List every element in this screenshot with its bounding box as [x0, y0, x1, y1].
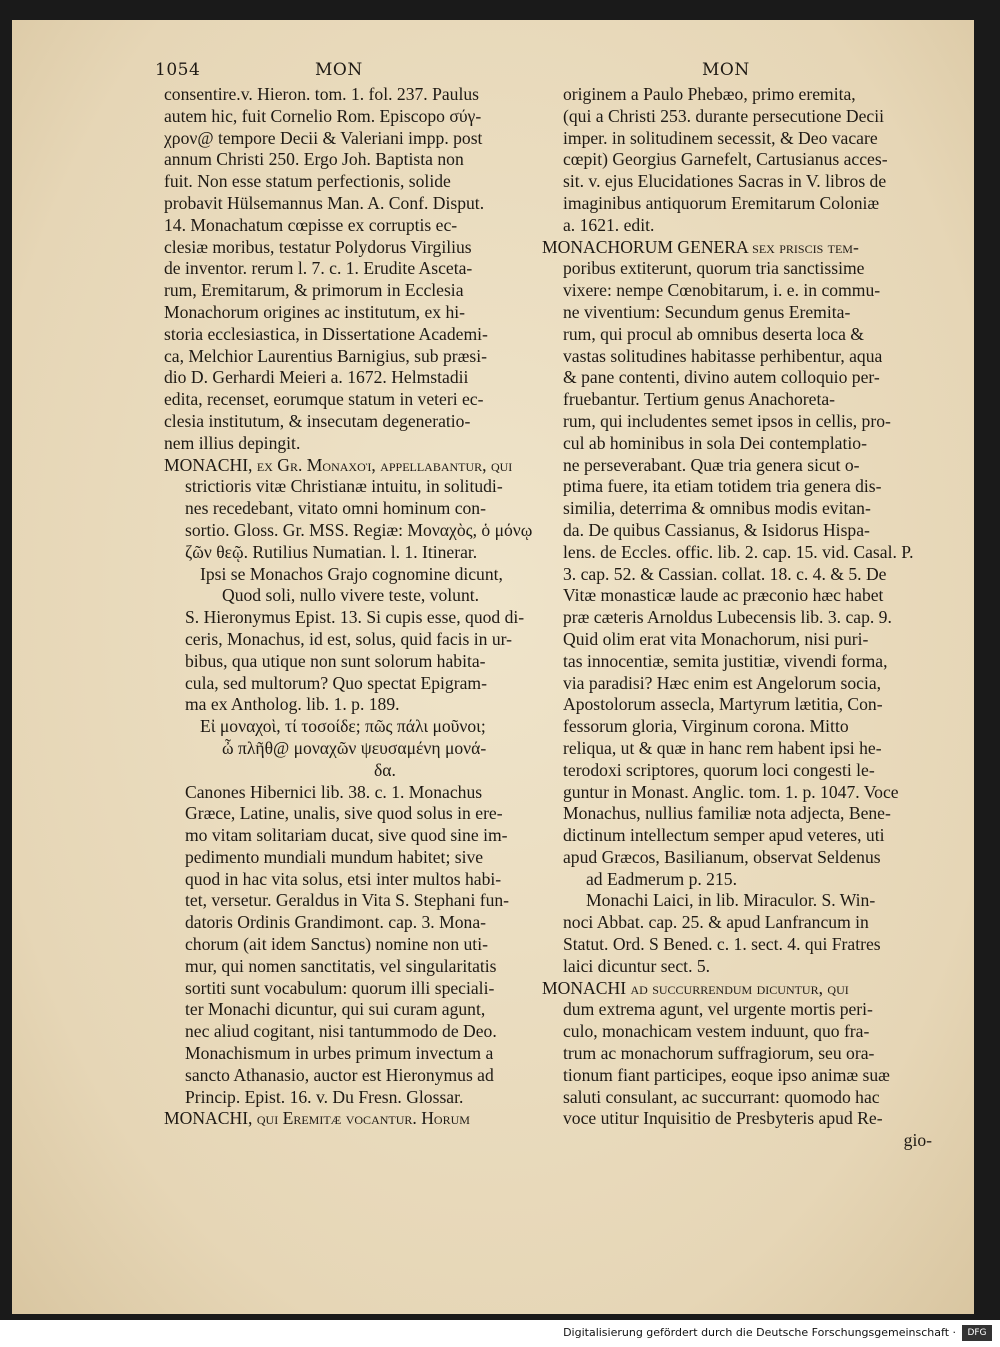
text-line: Vitæ monasticæ laude ac præconio hæc habet — [563, 585, 884, 606]
text-line: & pane contenti, divino autem colloquio per- — [563, 367, 880, 388]
text-line: guntur in Monast. Anglic. tom. 1. p. 1047. Voce — [563, 781, 899, 802]
text-line: cœpit) Georgius Garnefelt, Cartusianus acces- — [563, 149, 888, 170]
text-line: vastas solitudines habitasse perhibentur, aqua — [563, 345, 883, 366]
verse-line: Quod soli, nullo vivere teste, volunt. — [222, 585, 480, 606]
text-line: consentire.v. Hieron. tom. 1. fol. 237. Paulus — [164, 84, 480, 104]
text-line: mur, qui nomen sanctitatis, vel singularitatis — [185, 955, 497, 976]
text-line: Quid olim erat vita Monachorum, nisi puri- — [563, 628, 869, 649]
text-line: Monachorum origines ac institutum, ex hi- — [164, 301, 465, 322]
text-line: rum, qui includentes semet ipsos in cellis, pro- — [563, 410, 891, 431]
funding-notice: Digitalisierung gefördert durch die Deutsche Forschungsgemeinschaft · — [563, 1326, 956, 1339]
text-line: ca, Melchior Laurentius Barnigius, sub præsi- — [164, 345, 487, 366]
text-line: via paradisi? Hæc enim est Angelorum socia, — [563, 672, 882, 693]
text-line: cul ab hominibus in sola Dei contemplatio- — [563, 432, 867, 453]
text-line: autem hic, fuit Cornelio Rom. Episcopo σύγ- — [164, 105, 482, 126]
text-line: tionum fiant participes, eoque ipso animæ suæ — [563, 1064, 890, 1085]
text-line: fuit. Non esse statum perfectionis, solide — [164, 171, 451, 192]
text-line: pedimento mundiali mundum habitet; sive — [185, 846, 484, 867]
text-line: Monachus, nullius familiæ nota adjecta, Bene- — [563, 803, 891, 824]
text-line: S. Hieronymus Epist. 13. Si cupis esse, quod di- — [185, 607, 525, 628]
text-line: dum extrema agunt, vel urgente mortis peri- — [563, 999, 873, 1020]
page-number: 1054 — [155, 60, 201, 80]
text-line: 3. cap. 52. & Cassian. collat. 18. c. 4. & 5. De — [563, 563, 887, 584]
entry-heading-monachi: MONACHI, ex Gr. Μοναχοὶ, appellabantur, qui — [164, 454, 513, 475]
text-line: a. 1621. edit. — [563, 214, 655, 235]
text-line: tas innocentiæ, semita justitiæ, vivendi forma, — [563, 650, 888, 671]
text-line: clesia institutum, & insecutam degeneratio- — [164, 410, 471, 431]
text-line: mo vitam solitariam ducat, sive quod sine im- — [185, 825, 508, 846]
text-line: dictinum intellectum semper apud veteres, uti — [563, 825, 885, 846]
dfg-logo: DFG — [962, 1325, 992, 1341]
text-line: ptima fuere, ita etiam totidem tria genera dis- — [563, 476, 882, 497]
text-line: rum, Eremitarum, & primorum in Ecclesia — [164, 280, 464, 301]
text-line: ne viventium: Secundum genus Eremita- — [563, 301, 851, 322]
text-line: chorum (ait idem Sanctus) nomine non uti- — [185, 934, 488, 955]
text-line: vixere: nempe Cœnobitarum, i. e. in commu- — [563, 280, 881, 301]
text-line: Monachi Laici, in lib. Miraculor. S. Win- — [586, 890, 876, 911]
text-line: Canones Hibernici lib. 38. c. 1. Monachus — [185, 781, 483, 802]
text-line: bibus, qua utique non sunt solorum habita- — [185, 650, 486, 671]
text-line: saluti consulant, ac succurrant: quomodo hac — [563, 1086, 880, 1107]
text-line: ter Monachi dicuntur, qui sui curam agunt, — [185, 999, 486, 1020]
text-line: originem a Paulo Phebæo, primo eremita, — [563, 84, 856, 104]
text-line: noci Abbat. cap. 25. & apud Lanfrancum in — [563, 912, 869, 933]
text-line: similia, deterrima & omnibus modis evitan- — [563, 498, 871, 519]
text-line: edita, recenset, eorumque statum in veteri ec- — [164, 389, 484, 410]
greek-verse-line: δα. — [374, 759, 396, 780]
text-line: 14. Monachatum cœpisse ex corruptis ec- — [164, 214, 458, 235]
text-line: ma ex Antholog. lib. 1. p. 189. — [185, 694, 400, 715]
entry-heading-monachorum-genera: MONACHORUM GENERA sex priscis tem- — [542, 236, 859, 257]
text-line: imper. in solitudinem secessit, & Deo vacare — [563, 127, 878, 148]
text-line: sortiti sunt vocabulum: quorum illi speciali- — [185, 977, 495, 998]
entry-heading-monachi-eremitae: MONACHI, qui Eremitæ vocantur. Horum — [164, 1108, 470, 1129]
text-line: fessorum gloria, Virginum corona. Mitto — [563, 716, 849, 737]
text-line: annum Christi 250. Ergo Joh. Baptista non — [164, 149, 464, 170]
text-line: culo, monachicam vestem induunt, quo fra- — [563, 1021, 870, 1042]
footer-bar — [0, 1320, 1000, 1347]
text-line: sancto Athanasio, auctor est Hieronymus ad — [185, 1064, 494, 1085]
text-line: præ cæteris Arnoldus Lubecensis lib. 3. cap. 9. — [563, 607, 892, 628]
text-line: de inventor. rerum l. 7. c. 1. Erudite Asceta- — [164, 258, 473, 279]
text-line: imaginibus antiquorum Eremitarum Coloniæ — [563, 192, 880, 213]
text-line: (qui a Christi 253. durante persecutione Decii — [563, 105, 884, 126]
text-line: ζῶν θεῷ. Rutilius Numatian. l. 1. Itinerar. — [185, 541, 478, 562]
verse-line: Ipsi se Monachos Grajo cognomine dicunt, — [200, 563, 503, 584]
text-line: ne perseverabant. Quæ tria genera sicut o- — [563, 454, 860, 475]
text-line: poribus extiterunt, quorum tria sanctissime — [563, 258, 865, 279]
text-line: Græce, Latine, unalis, sive quod solus in ere- — [185, 803, 503, 824]
text-line: Monachismum in urbes primum invectum a — [185, 1043, 494, 1064]
text-line: Statut. Ord. S Bened. c. 1. sect. 4. qui Fratres — [563, 934, 881, 955]
text-line: apud Græcos, Basilianum, observat Seldenus — [563, 846, 881, 867]
text-line: voce utitur Inquisitio de Presbyteris apud Re- — [563, 1108, 883, 1129]
catchword: gio- — [903, 1130, 932, 1151]
text-line: ceris, Monachus, id est, solus, quid facis in ur- — [185, 628, 513, 649]
right-text-column — [542, 84, 932, 1152]
text-line: strictioris vitæ Christianæ intuitu, in solitudi- — [185, 476, 503, 497]
book-page — [12, 20, 974, 1314]
text-line: rum, qui procul ab omnibus deserta loca & — [563, 323, 864, 344]
text-line: sortio. Gloss. Gr. MSS. Regiæ: Μοναχὸς, ὁ μόνῳ — [185, 519, 533, 540]
text-line: reliqua, ut & quæ in hanc rem habent ipsi he- — [563, 737, 882, 758]
text-line: datoris Ordinis Grandimont. cap. 3. Mona- — [185, 912, 486, 933]
text-line: da. De quibus Cassianus, & Isidorus Hispa- — [563, 519, 870, 540]
text-line: Princip. Epist. 16. v. Du Fresn. Glossar. — [185, 1086, 464, 1107]
text-line: clesiæ moribus, testatur Polydorus Virgilius — [164, 236, 472, 257]
text-line: sit. v. ejus Elucidationes Sacras in V. libros de — [563, 171, 887, 192]
running-head-left: MON — [315, 60, 363, 80]
text-line: trum ac monachorum suffragiorum, seu ora- — [563, 1043, 875, 1064]
text-line: fruebantur. Tertium genus Anachoreta- — [563, 389, 836, 410]
text-line: Apostolorum assecla, Martyrum lætitia, Con- — [563, 694, 883, 715]
text-line: dio D. Gerhardi Meieri a. 1672. Helmstadii — [164, 367, 469, 388]
text-line: quod in hac vita solus, etsi inter multos habi- — [185, 868, 502, 889]
running-head-right: MON — [702, 60, 750, 80]
text-line: ad Eadmerum p. 215. — [586, 868, 737, 889]
greek-verse-line: ὦ πλῆθ@ μοναχῶν ψευσαμένη μονά- — [222, 737, 487, 758]
left-text-column — [164, 84, 546, 1130]
text-line: nes recedebant, vitato omni hominum con- — [185, 498, 486, 519]
text-line: nec aliud cogitant, nisi tantummodo de Deo. — [185, 1021, 497, 1042]
text-line: terodoxi scriptores, quorum loci congesti le- — [563, 759, 875, 780]
text-line: nem illius depingit. — [164, 432, 301, 453]
text-line: cula, sed multorum? Quo spectat Epigram- — [185, 672, 487, 693]
text-line: χρον@ tempore Decii & Valeriani impp. post — [164, 127, 483, 148]
text-line: probavit Hülsemannus Man. A. Conf. Disput. — [164, 192, 485, 213]
text-line: tet, versetur. Geraldus in Vita S. Stephani fun- — [185, 890, 510, 911]
text-line: lens. de Eccles. offic. lib. 2. cap. 15. vid. Casal. P. — [563, 541, 914, 562]
text-line: storia ecclesiastica, in Dissertatione Academi- — [164, 323, 488, 344]
text-line: laici dicuntur sect. 5. — [563, 955, 711, 976]
greek-verse-line: Εἰ μοναχοὶ, τί τοσοίδε; πῶς πάλι μοῦνοι; — [200, 716, 486, 737]
entry-heading-monachi-ad-succurrendum: MONACHI ad succurrendum dicuntur, qui — [542, 977, 849, 998]
